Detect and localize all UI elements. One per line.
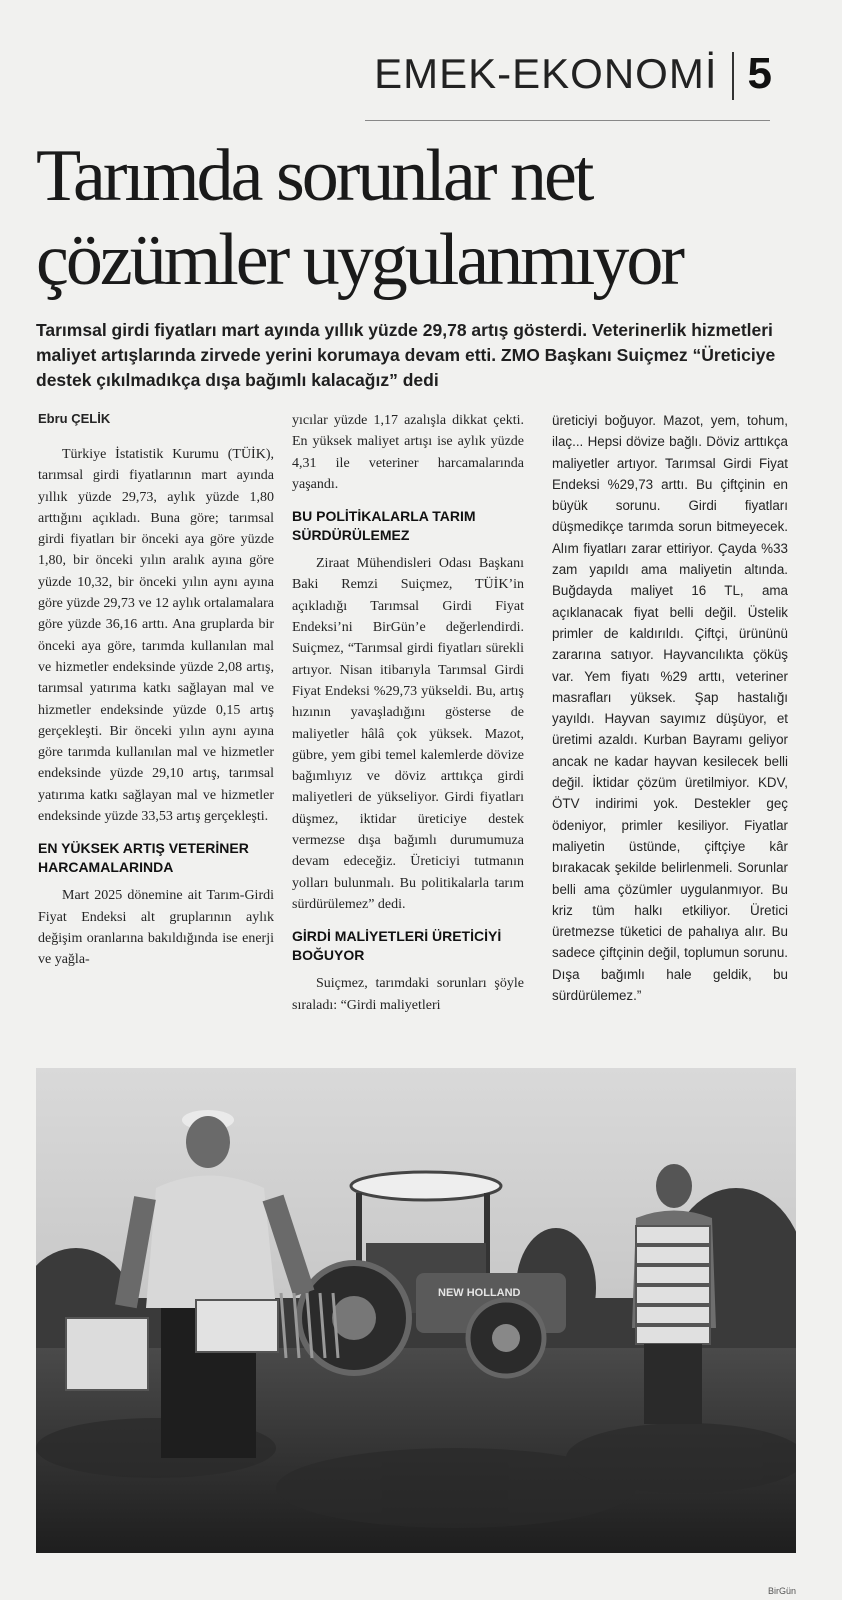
section-divider (732, 52, 734, 100)
header-rule (365, 120, 770, 121)
subheading: GİRDİ MALİYETLERİ ÜRETİCİYİ BOĞUYOR (292, 928, 502, 964)
section-name: EMEK-EKONOMİ (374, 50, 718, 97)
page-number: 5 (747, 49, 772, 98)
article-paragraph: Suiçmez, tarımdaki sorunları şöyle sıraladı: “Girdi maliyetleri (292, 976, 524, 1013)
article-photo (36, 1068, 796, 1553)
article-paragraph: Mart 2025 dönemine ait Tarım-Girdi Fiyat Endeksi alt gruplarının aylık değişim oranlarına bakıldığında ise enerji ve yağla- (38, 888, 274, 968)
farm-scene-illustration (36, 1068, 796, 1553)
tractor-brand: NEW HOLLAND (438, 1287, 521, 1299)
section-header (374, 49, 772, 100)
subheading: BU POLİTİKALARLA TARIM SÜRDÜRÜLEMEZ (292, 508, 476, 544)
article-paragraph: Türkiye İstatistik Kurumu (TÜİK), tarımsal girdi fiyatlarının mart ayında yıllık yüzde 29,73, aylık yüzde 1,80 arttığını açıkladı. Buna göre; tarımsal girdi fiyatları bir önceki aya göre yüzde 1,80, bir önceki yılın aralık ayına göre yüzde 10,32, bir önceki yılın aynı ayına göre yüzde 29,73 ve 12 aylık ortalamalara göre yüzde 36,16 arttı. Ana gruplarda bir önceki aya göre, tarımda kullanılan mal ve hizmetler endeksinde yüzde 2,08 artış, tarımsal yatırıma katkı sağlayan mal ve hizmetler endeksinde yüzde 0,15 artış gerçekleşti. Bir önceki yılın aynı ayına göre tarımda kullanılan mal ve hizmetler endeksinde yüzde 29,10 artış, tarımsal yatırıma katkı sağlayan mal ve hizmetler endeksinde yüzde 33,53 artış gerçekleşti. (38, 447, 274, 825)
article-paragraph: yıcılar yüzde 1,17 azalışla dikkat çekti. En yüksek maliyet artışı ise aylık yüzde 4,31 ile veteriner harcamalarında yaşandı. (292, 413, 524, 492)
article-column-3 (552, 410, 788, 1006)
headline-line-1: Tarımda sorunlar net (36, 135, 592, 217)
article-column-1 (38, 410, 274, 971)
article-column-2 (292, 410, 524, 1016)
byline: Ebru ÇELİK (38, 411, 111, 426)
article-paragraph: üreticiyi boğuyor. Mazot, yem, tohum, ilaç... Hepsi dövize bağlı. Döviz arttıkça maliyetler artıyor. Tarımsal Girdi Fiyat Endeksi %29,73 arttı. Bu çiftçinin en büyük sorunu. Girdi fiyatları düşmedikçe tarımda sorun bitmeyecek. Alım fiyatları zarar ettiriyor. Çayda %33 zam yapıldı ama maliyetin altında. Buğdayda maliyet 16 TL, ama açıklanacak fiyat belli değil. Üstelik primler de kaldırıldı. Çiftçi, ürününü zararına satıyor. Hayvancılıkta çöküş var. Yem fiyatı %29 arttı, veteriner masrafları yüksek. Şap hastalığı yayıldı. Hayvan sayımız düşüyor, et üretimi azaldı. Kurban Bayramı geliyor ancak ne kadar hayvan kesilecek belli değil. İktidar çözüm üretilmiyor. KDV, ÖTV indirimi yok. Destekler geç ödeniyor, primler kesiliyor. Fiyatlar maliyetin üstünde, çiftçiye kâr bırakacak şekilde belirlenmeli. Sorunlar belli ama çözümler uygulanmıyor. Bu kriz tüm halkı etkiliyor. Üretici üretmezse tüketici de pahalıya alır. Bu sadece çiftçinin değil, toplumun sorunu. Dışa bağımlı hale geldik, bu sürdürülemez.” (552, 413, 788, 1004)
headline-line-2: çözümler uygulanmıyor (36, 219, 682, 301)
article-paragraph: Ziraat Mühendisleri Odası Başkanı Baki Remzi Suiçmez, TÜİK’in açıkladığı Tarımsal Girdi Fiyat Endeksi’ni BirGün’e değerlendirdi. Suiçmez, “Tarımsal girdi fiyatları sürekli artıyor. Nisan itibarıyla Tarımsal Girdi Fiyat Endeksi %29,73 yükseldi. Bu, artış hızının yavaşladığını gösterse de maliyetler hâlâ çok yüksek. Mazot, gübre, yem gibi temel kalemlerde dövize bağımlıyız ve döviz arttıkça girdi maliyetleri de yükseliyor. Girdi fiyatları düşmez, iktidar üreticiye destek vermezse dışa bağımlı durumumuza devam edeceğiz. Üreticiyi tutmanın yolları bulunmalı. Bu politikalarla tarım sürdürülemez” dedi. (292, 556, 524, 912)
headline (36, 134, 806, 302)
photo-credit: BirGün (767, 1586, 796, 1596)
subheading: EN YÜKSEK ARTIŞ VETERİNER HARCAMALARINDA (38, 840, 249, 876)
deck: Tarımsal girdi fiyatları mart ayında yıllık yüzde 29,78 artış gösterdi. Veterinerlik hizmetleri maliyet artışlarında zirvede yerini korumaya devam etti. ZMO Başkanı Suiçmez “Üreticiye destek çıkılmadıkça dışa bağımlı kalacağız” dedi (36, 320, 776, 390)
